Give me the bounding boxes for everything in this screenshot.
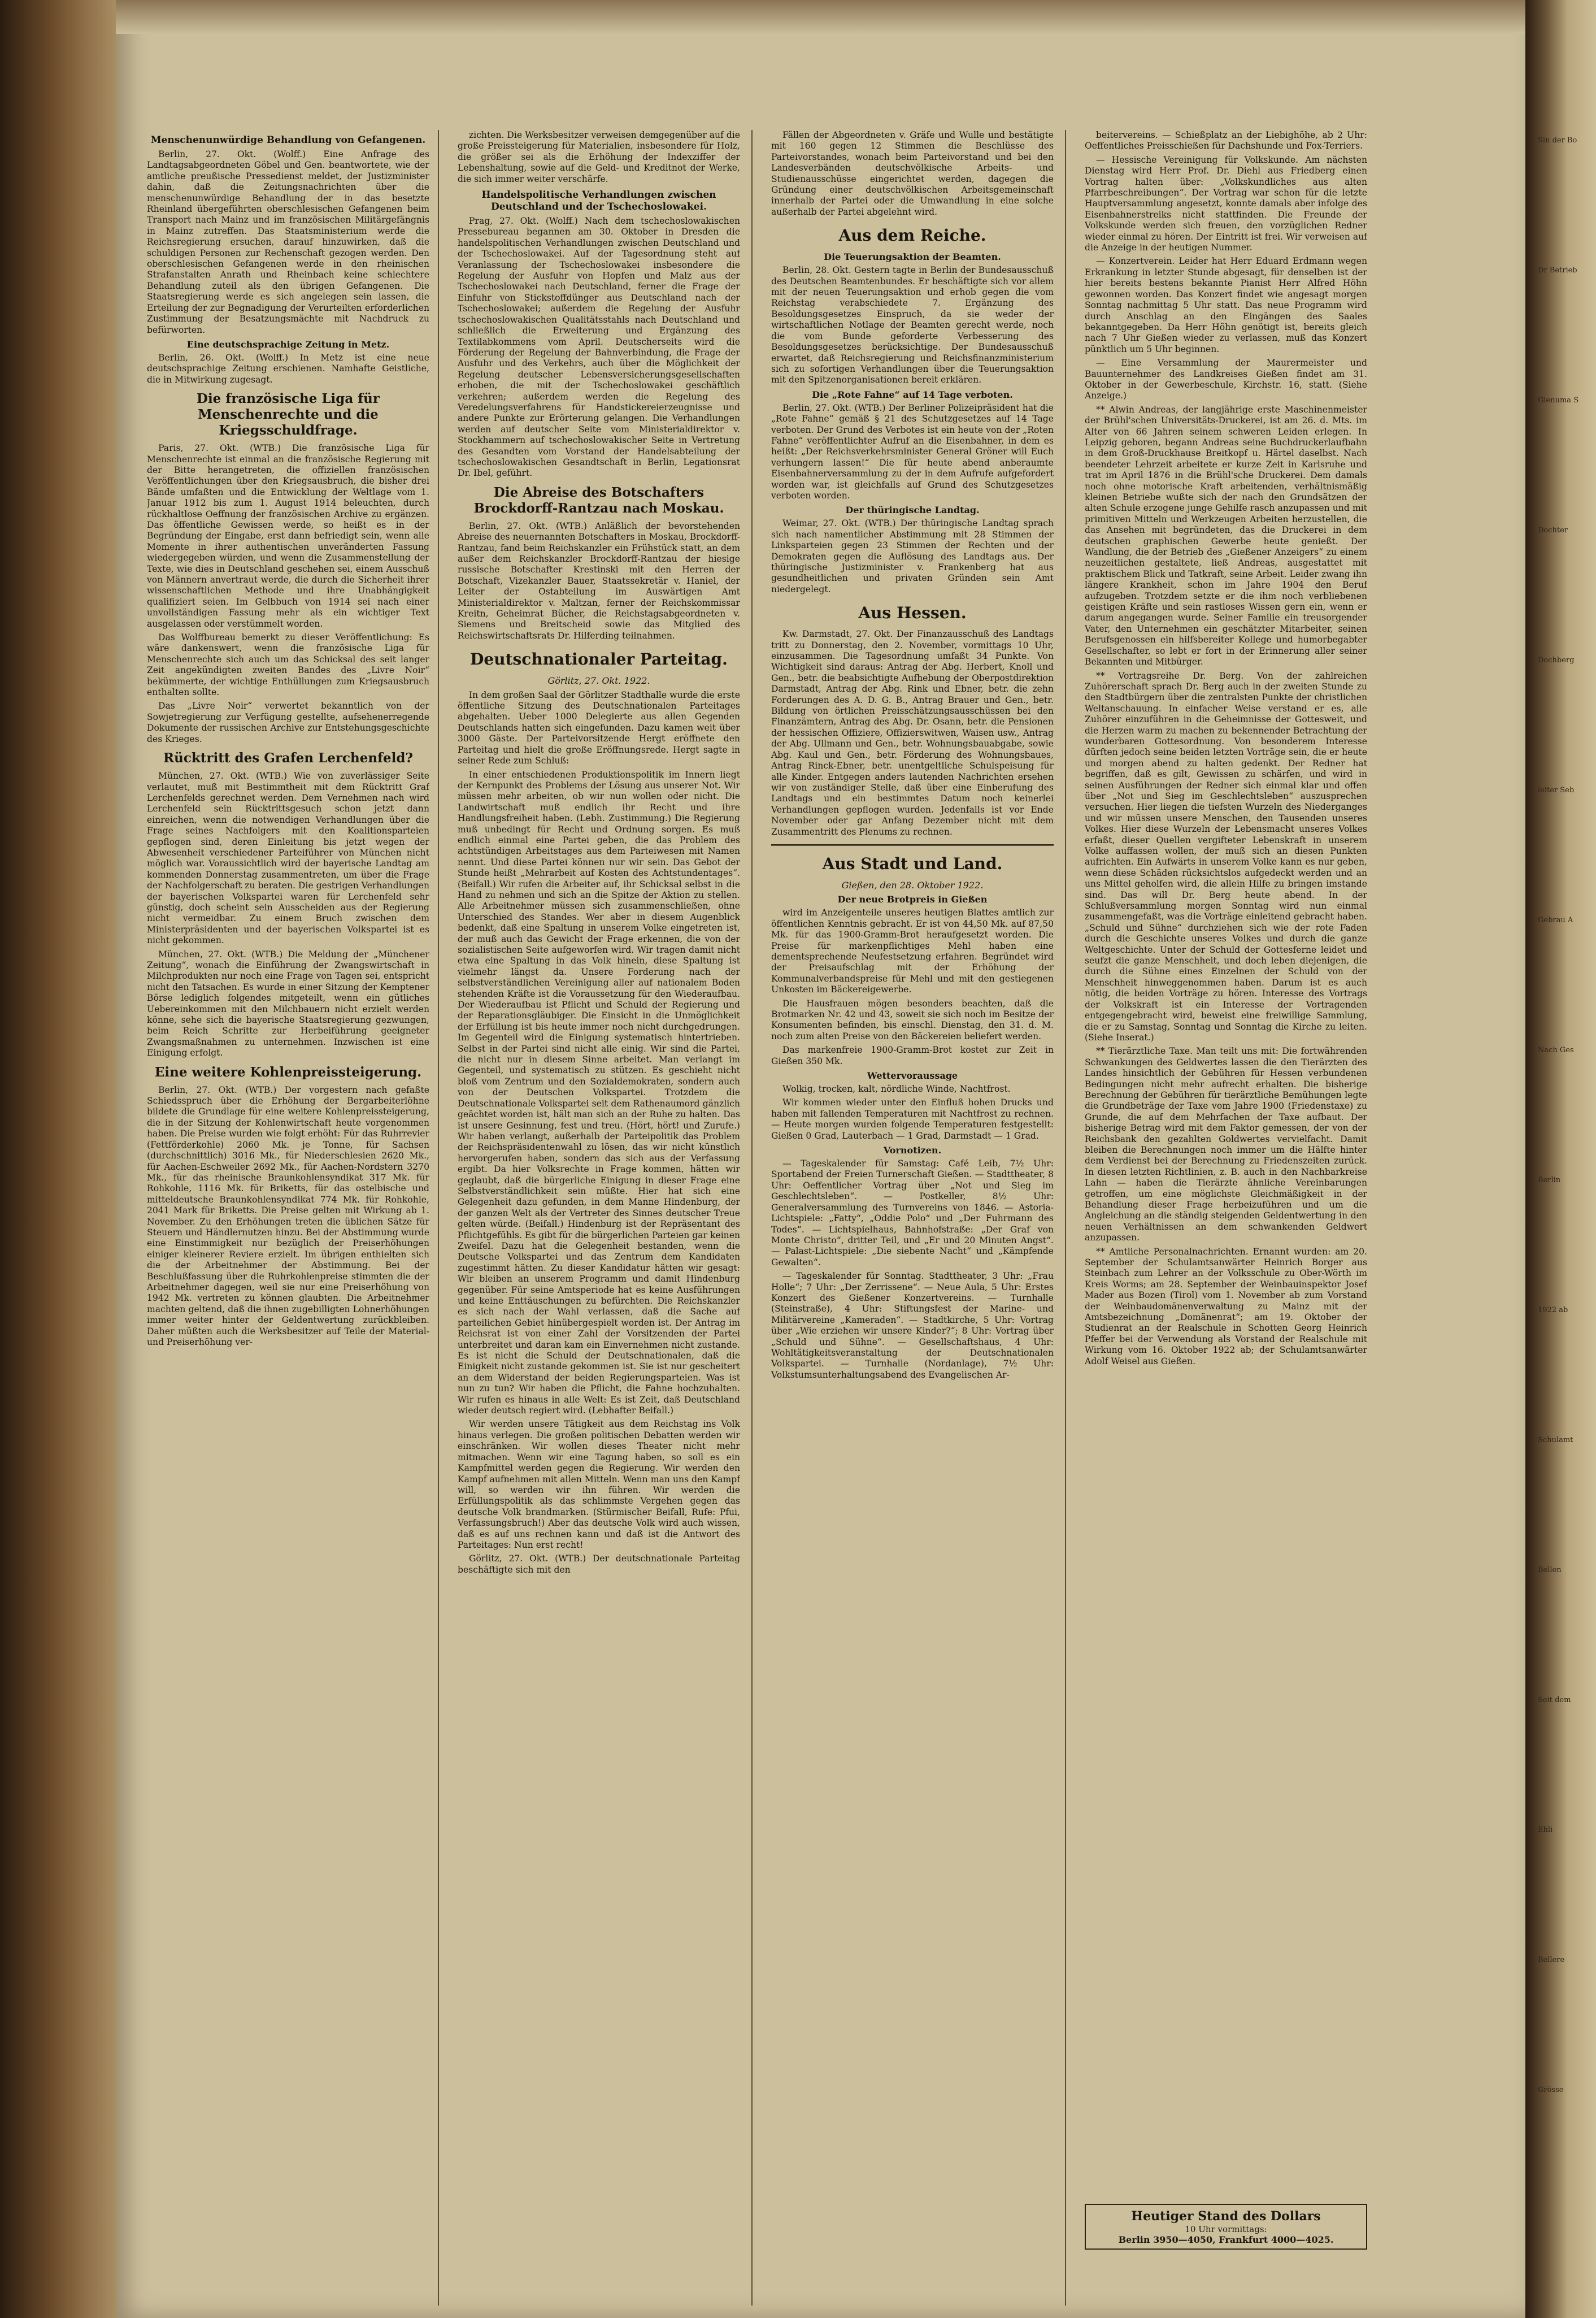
edge-fragment: Seit dem [1538,1696,1571,1704]
column-1 [147,130,429,2294]
article-paragraph: Das „Livre Noir“ verwertet bekanntlich von der Sowjetregierung zur Verfügung gestellte, aufsehenerregende Dokumente der russischen Archive zur Entstehungsgeschichte des Krieges. [147,701,429,744]
article-paragraph: Prag, 27. Okt. (Wolff.) Nach dem tschechoslowakischen Pressebureau begannen am 30. Oktober in Dresden die handelspolitischen Verhandlungen zwischen Deutschland und der Tschechoslowakei. Auf der Tagesordnung steht auf Veranlassung der Tschechoslowakei insbesondere die Regelung der Ausfuhr von Hopfen und Malz aus der Tschechoslowakei nach Deutschland, ferner die Frage der Einfuhr von Stickstoffdünger aus Deutschland nach der Tschechoslowakei; außerdem die Regelung der Ausfuhr tschechoslowakischen Qualitätsstahls nach Deutschland und schließlich die Erweiterung und Ergänzung des Textilabkommens vom April. Deutscherseits wird die Förderung der Regelung der Bahnverbindung, die Frage der Ausfuhr und des Verkehrs, auch über die Möglichkeit der Regelung deutscher Lebensversicherungsgesellschaften erhoben, die mit der Tschechoslowakei geschäftlich verkehren; außerdem werden die Regelung des Veredelungsverfahrens für Handstickereierzeugnisse und andere Punkte zur Erörterung gelangen. Die Verhandlungen werden auf deutscher Seite vom Ministerialdirektor v. Stockhammern auf tschechoslowakischer Seite in Vertretung des Gesandten vom Vorstand der Handelsabteilung der tschechoslowakischen Gesandtschaft in Berlin, Legationsrat Dr. Ibel, geführt. [458,216,740,479]
edge-fragment: Gebrau A [1538,916,1573,924]
edge-fragment: 1922 ab [1538,1306,1568,1314]
article-paragraph: wird im Anzeigenteile unseres heutigen Blattes amtlich zur öffentlichen Kenntnis gebracht. Er ist von 44,50 Mk. auf 87,50 Mk. für das 1900-Gramm-Brot heraufgesetzt worden. Die Preise für markenpflichtiges Mehl haben eine dementsprechende Neufestsetzung erfahren. Begründet wird der Preisaufschlag mit der Erhöhung der Kommunalverbandspreise für Mehl und mit den gestiegenen Unkosten im Bäckereigewerbe. [771,908,1054,995]
article-paragraph: — Tageskalender für Sonntag. Stadttheater, 3 Uhr: „Frau Holle“; 7 Uhr: „Der Zerrissene“. — Neue Aula, 5 Uhr: Erstes Konzert des Gießener Konzertvereins. — Turnhalle (Steinstraße), 4 Uhr: Stiftungsfest der Marine- und Militärvereine „Kameraden“. — Stadtkirche, 5 Uhr: Vortrag über „Wie erziehen wir unsere Kinder?“; 8 Uhr: Vortrag über „Schuld und Sühne“. — Gesellschaftshaus, 4 Uhr: Wohltätigkeitsveranstaltung der Deutschnationalen Volkspartei. — Turnhalle (Nordanlage), 7½ Uhr: Volkstumsunterhaltungsabend des Evangelischen Ar- [771,1271,1054,1380]
edge-fragment: Dochter [1538,526,1568,535]
article-paragraph: Fällen der Abgeordneten v. Gräfe und Wulle und bestätigte mit 160 gegen 12 Stimmen die Beschlüsse des Parteivorstandes, wonach beim Parteivorstand und bei den Landesverbänden deutschvölkische Arbeits- und Studienausschüsse eingerichtet werden, dagegen die Gründung einer deutschvölkischen Arbeitsgemeinschaft innerhalb der Partei oder die Umwandlung in eine solche außerhalb der Partei abgelehnt wird. [771,130,1054,217]
article-heading: Aus Hessen. [858,604,967,623]
section-rule [771,844,1054,846]
column-2 [458,130,740,2294]
article-heading: Die französische Liga für Menschenrechte und die Kriegsschuldfrage. [197,391,380,439]
edge-fragment: leiter Seb [1538,786,1575,795]
article-paragraph: Kw. Darmstadt, 27. Okt. Der Finanzausschuß des Landtags tritt zu Donnerstag, den 2. November, vormittags 10 Uhr, einzusammen. Die Tagesordnung umfaßt 34 Punkte. Von Wichtigkeit sind daraus: Antrag der Abg. Herbert, Knoll und Gen., betr. die beabsichtigte Aufhebung der Oberpostdirektion Darmstadt, Antrag der Abg. Rink und Ebner, betr. die zehn Forderungen des A. D. G. B., Antrag Brauer und Gen., betr. Bildung von örtlichen Preisschätzungsausschüssen bei den Finanzämtern, Antrag des Abg. Dr. Osann, betr. die Pensionen der hessischen Offiziere, Offizierswitwen, Waisen usw., Antrag der Abg. Ullmann und Gen., betr. Wohnungsbauabgabe, sowie Abg. Kaul und Gen., betr. Förderung des Wohnungsbaues, Antrag Rinck-Ebner, betr. unentgeltliche Schulspeisung für alle Kinder. Entgegen anders lautenden Nachrichten ersehen wir von zuständiger Stelle, daß über eine Einberufung des Landtags und ein bestimmtes Datum noch keinerlei Verhandlungen gepflogen wurden. Jedenfalls ist vor Ende November oder gar Anfang Dezember nicht mit dem Zusammentritt des Plenums zu rechnen. [771,629,1054,837]
article-paragraph: München, 27. Okt. (WTB.) Die Meldung der „Münchener Zeitung“, wonach die Einführung der Zwangswirtschaft in Milchprodukten nur noch eine Frage von Tagen sei, entspricht nicht den Tatsachen. Es wurde in einer Sitzung der Kemptener Börse lediglich folgendes mitgeteilt, wenn ein gütliches Uebereinkommen mit den Milchbauern nicht erzielt werden könne, sehe sich die bayerische Staatsregierung gezwungen, beim Reich Schritte zur Herbeiführung geeigneter Zwangsmaßnahmen zu unternehmen. Inzwischen ist eine Einigung erfolgt. [147,949,429,1058]
article-paragraph: München, 27. Okt. (WTB.) Wie von zuverlässiger Seite verlautet, muß mit Bestimmtheit mit dem Rücktritt Graf Lerchenfelds gerechnet werden. Dem Vernehmen nach wird Lerchenfeld sein Rücktrittsgesuch schon jetzt dann einreichen, wenn die notwendigen Verhandlungen über die Frage seines Nachfolgers mit den Koalitionsparteien gepflogen sind, deren Einleitung bis jetzt wegen der Abwesenheit verschiedener Parteiführer von München nicht möglich war. Voraussichtlich wird der bayerische Landtag am kommenden Donnerstag zusammentreten, um über die Frage der Nachfolgerschaft zu beraten. Die gestrigen Verhandlungen der bayerischen Volkspartei waren für Lerchenfeld sehr günstig, doch scheint sein Ausscheiden aus der Regierung nicht vermeidbar. Zu einem Bruch zwischen dem Ministerpräsidenten und der bayerischen Volkspartei ist es nicht gekommen. [147,771,429,946]
article-paragraph: Das markenfreie 1900-Gramm-Brot kostet zur Zeit in Gießen 350 Mk. [771,1045,1054,1066]
article-paragraph: Berlin, 27. Okt. (Wolff.) Eine Anfrage des Landtagsabgeordneten Göbel und Gen. beantwortete, wie der amtliche preußische Pressedienst meldet, der Justizminister dahin, daß die Zeitungsnachrichten über die menschenunwürdige Behandlung der in das besetzte Rheinland übergeführten oberschlesischen Gefangenen beim Transport nach Mainz und im französischen Militärgefängnis in Mainz zutreffen. Das Staatsministerium werde die Reichsregierung ersuchen, darauf hinzuwirken, daß die schuldigen Personen zur Rechenschaft gezogen werden. Den oberschlesischen Gefangenen werde in den rheinischen Strafanstalten Anrath und Rheinbach keine schlechtere Behandlung zuteil als den übrigen Gefangenen. Die Staatsregierung werde es sich angelegen sein lassen, die Erteilung der zur Begnadigung der Verurteilten erforderlichen Zustimmung der Besatzungsmächte mit Nachdruck zu befürworten. [147,149,429,335]
edge-fragment: Sin der Bo [1538,136,1577,145]
article-paragraph: ** Vortragsreihe Dr. Berg. Von der zahlreichen Zuhörerschaft sprach Dr. Berg auch in der zweiten Stunde zu den Stadtbürgern über die zentralsten Punkte der christlichen Weltanschauung. In einfacher Weise verstand er es, alle Zuhörer einzuführen in die Geheimnisse der Gottesweit, und die Herzen warm zu machen zu bekennender Betrachtung der wunderbaren Gottesordnung. Von besonderem Interesse dürften jedoch seine beiden letzten Vorträge sein, die er heute und morgen abend zu halten gedenkt. Der Redner hat begriffen, daß es gilt, Gewissen zu schärfen, und wird in seinen Ausführungen der Redner sich einmal klar und offen über „Not und Sieg im Geschlechtsleben“ auszusprechen versuchen. Hier liegen die tiefsten Wurzeln des Niederganges und wir müssen unsere Menschen, den Tausenden unseres Volkes. Hier diese Wurzeln der Lebensmacht unseres Volkes erfaßt, dieser Quellen vergifteter Lebenskraft in unserem Volke auffassen wollen, der muß sich an diesen Punkten aufrichten. Ein Aufwärts in unserem Volke kann es nur geben, wenn diese Schäden rücksichtslos aufgedeckt werden und an uns Mittel geholfen wird, die allein Hilfe zu bringen imstande sind. Das will Dr. Berg heute abend. In der Schlußversammlung morgen Sonntag wird nun einmal zusammengefaßt, was die Vorträge einleitend gebracht haben. „Schuld und Sühne“ durchziehen sich wie der rote Faden durch die Geschichte unseres Volkes und durch die ganze Weltgeschichte. Unter der Schuld der Gottesferne leidet und seufzt die ganze Menschheit, und doch leben diejenigen, die durch die Sühne eines Einzelnen der Schuld von der Menschheit hinweggenommen haben. Darum ist es auch nötig, die beiden Vorträge zu hören. Interesse des Vortrags der Volkskraft ist ein Interesse der Vortragenden entgegengebracht wird, beweist eine freiwillige Sammlung, die er zu Samstag, Sonntag und Sonntag die Kirche zu leiten. (Siehe Inserat.) [1085,670,1367,1043]
dateline: Gießen, den 28. Oktober 1922. [841,879,984,891]
next-page-edge [1525,0,1596,2318]
article-paragraph: Berlin, 26. Okt. (Wolff.) In Metz ist eine neue deutschsprachige Zeitung erschienen. Namhafte Geistliche, die in Mitwirkung zugesagt. [147,352,429,385]
article-heading: Deutschnationaler Parteitag. [470,650,728,669]
article-paragraph: ** Alwin Andreas, der langjährige erste Maschinenmeister der Brühl'schen Universitäts-Druckerei, ist am 26. d. Mts. im Alter von 66 Jahren seinem schweren Leiden erlegen. In Leipzig geboren, begann Andreas seine Buchdruckerlaufbahn in dem Groß-Druckhause Breitkopf u. Härtel daselbst. Nach beendeter Lehrzeit arbeitete er kurze Zeit in Karlsruhe und trat im April 1876 in die Brühl'sche Druckerei. Dem damals noch ohne motorische Kraft arbeitenden, verhältnismäßig kleinen Betriebe wußte sich der nach den Grundsätzen der alten Schule erzogene junge Gehilfe rasch anzupassen und mit primitiven Mitteln und Werkzeugen Arbeiten herzustellen, die das Ansehen mit begründeten, das die Druckerei in dem deutschen graphischen Gewerbe heute genießt. Der Wandlung, die der Betrieb des „Gießener Anzeigers“ zu einem neuzeitlichen gestaltete, ließ Andreas, ausgestattet mit praktischem Blick und Tatkraft, seine Arbeit. Leider zwang ihn längere Krankheit, schon im Jahre 1904 den Beruf aufzugeben. Trotzdem setzte er die ihm noch verbliebenen geistigen Kräfte und sein rastloses Wissen gern ein, wenn er darum angegangen wurde. Seiner Familie ein treusorgender Vater, den Unternehmen ein geschätzter Mitarbeiter, seinen Berufsgenossen ein hilfsbereiter Kollege und humorbegabter Gesellschafter, so lebt er fort in der Erinnerung aller seiner Bekannten und Mitbürger. [1085,404,1367,667]
article-paragraph: ** Tierärztliche Taxe. Man teilt uns mit: Die fortwährenden Schwankungen des Geldwertes lassen die den Tierärzten des Landes hinsichtlich der Gebühren für Hessen verbundenen Bedingungen nicht mehr aufrecht erhalten. Die bisherige Berechnung der Gebühren für tierärztliche Bemühungen legte die Grundbeträge der Taxe vom Jahre 1900 (Friedenstaxe) zu Grunde, die auf dem Mehrfachen der Taxe aufbaut. Der bisherige Betrag wird mit dem Faktor gemessen, der von der Reichsbank den gezahlten Goldwertes vervielfacht. Damit bleiben die Berechnungen noch immer um die Hälfte hinter dem Verdienst bei der Berechnung zu Friedenszeiten zurück. In diesen letzten Richtlinien, z. B. auch in den Nachbarkreise Lahn — haben die Tierärzte ähnliche Vereinbarungen getroffen, um eine möglichste Gleichmäßigkeit in der Behandlung dieser Frage herbeizuführen und um die Angleichung an die ständig steigenden Geldentwertung in den neuen Verhältnissen an dem schwankenden Geldwert anzupassen. [1085,1046,1367,1243]
article-paragraph: Wolkig, trocken, kalt, nördliche Winde, Nachtfrost. [782,1084,1011,1095]
article-paragraph: Wir werden unsere Tätigkeit aus dem Reichstag ins Volk hinaus verlegen. Die großen politischen Debatten werden wir einschränken. Wir wollen dieses Theater nicht mehr mitmachen. Wenn wir eine Tagung haben, so soll es ein Kampfmittel werden gegen die Regierung. Wir werden den Kampf aufnehmen mit allen Mitteln. Wenn man uns den Kampf will, so werden wir ihn führen. Wir werden die Erfüllungspolitik als das schlimmste Vergehen gegen das deutsche Volk brandmarken. (Stürmischer Beifall, Rufe: Pfui, Verfassungsbruch!) Aber das deutsche Volk wird auch wissen, daß es auf uns rechnen kann und daß ist die Antwort des Parteitages: Nun erst recht! [458,1419,740,1550]
edge-fragment: Dr Betrieb [1538,266,1577,275]
dollar-subtitle: 10 Uhr vormittags: [1185,2224,1267,2234]
column-rule [438,130,439,2306]
edge-fragment: Grösse [1538,2086,1564,2094]
article-paragraph: — Konzertverein. Leider hat Herr Eduard Erdmann wegen Erkrankung in letzter Stunde abgesagt, für denselben ist der hier bereits bestens bekannte Pianist Herr Alfred Höhn gewonnen worden. Das Konzert findet wie angesagt morgen Sonntag nachmittag 5 Uhr statt. Das neue Programm wird durch Anschlag an den Eingängen des Saales bekanntgegeben. Da Herr Höhn genötigt ist, bereits gleich nach 7 Uhr Gießen wieder zu verlassen, muß das Konzert pünktlich um 5 Uhr beginnen. [1085,256,1367,354]
article-heading: Die Teuerungsaktion der Beamten. [824,251,1001,263]
article-paragraph: — Tageskalender für Samstag: Café Leib, 7½ Uhr: Sportabend der Freien Turnerschaft Gießen. — Stadttheater, 8 Uhr: Oeffentlicher Vortrag über „Not und Sieg im Geschlechtsleben“. — Postkeller, 8½ Uhr: Generalversammlung des Turnvereins von 1846. — Astoria-Lichtspiele: „Fatty“, „Oddie Polo“ und „Der Fuhrmann des Todes“. — Lichtspielhaus, Bahnhofstraße: „Der Graf von Monte Christo“, dritter Teil, und „Er und 20 Minuten Angst“. — Palast-Lichtspiele: „Die siebente Nacht“ und „Kämpfende Gewalten“. [771,1158,1054,1267]
book-binding [0,0,116,2318]
article-paragraph: Die Hausfrauen mögen besonders beachten, daß die Brotmarken Nr. 42 und 43, soweit sie sich noch im Besitze der Konsumenten befinden, bis einschl. Dienstag, den 31. d. M. noch zum alten Preise von den Bäckereien beliefert werden. [771,998,1054,1041]
edge-fragment: Nach Ges [1538,1046,1574,1054]
article-heading: Die Abreise des Botschafters Brockdorff-Rantzau nach Moskau. [473,484,724,516]
column-3 [771,130,1054,2294]
article-paragraph: Weimar, 27. Okt. (WTB.) Der thüringische Landtag sprach sich nach namentlicher Abstimmung mit 28 Stimmen der Linksparteien gegen 23 Stimmen der Rechten und der Demokraten gegen die Auflösung des Landtags aus. Der thüringische Justizminister v. Frankenberg hat aus gesundheitlichen und privaten Gründen sein Amt niedergelegt. [771,518,1054,594]
page-top-wear [116,0,1525,34]
article-heading: Aus Stadt und Land. [822,854,1003,873]
article-paragraph: Görlitz, 27. Okt. (WTB.) Der deutschnationale Parteitag beschäftigte sich mit den [458,1553,740,1575]
edge-fragment: Gienuma S [1538,396,1579,405]
article-paragraph: Berlin, 27. Okt. (WTB.) Der Berliner Polizeipräsident hat die „Rote Fahne“ gemäß § 21 des Schutzgesetzes auf 14 Tage verboten. Der Grund des Verbotes ist ein heute von der „Roten Fahne“ veröffentlichter Aufruf an die Eisenbahner, in dem es heißt: „Der Reichsverkehrsminister General Gröner will Euch verhungern lassen!“ Die für heute abend anberaumte Eisenbahnerversammlung zu der in dem Aufrufe aufgefordert worden war, ist gleichfalls auf Grund des Schutzgesetzes verboten worden. [771,402,1054,501]
article-heading: Handelspolitische Verhandlungen zwischen Deutschland und der Tschechoslowakei. [481,189,716,213]
article-paragraph: Berlin, 27. Okt. (WTB.) Der vorgestern nach gefaßte Schiedsspruch über die Erhöhung der Bergarbeiterlöhne bildete die Grundlage für eine weitere Kohlenpreissteigerung, die in der Sitzung der Kohlenwirtschaft heute vorgenommen haben. Die Preise wurden wie folgt erhöht: Für das Ruhrrevier (Fettförderkohle) 2060 Mk. je Tonne, für Sachsen (durchschnittlich) 3016 Mk., für Niederschlesien 2620 Mk., für Aachen-Eschweiler 2692 Mk., für Aachen-Nordstern 3270 Mk., für das rheinische Braunkohlensyndikat 317 Mk. für Rohkohle, 1116 Mk. für Briketts, für das ostelbische und mitteldeutsche Braunkohlensyndikat 774 Mk. für Rohkohle, 2041 Mark für Briketts. Die Preise gelten mit Wirkung ab 1. November. Zu den Erhöhungen treten die üblichen Sätze für Steuern und Händlernutzen hinzu. Bei der Abstimmung wurde eine Einstimmigkeit nur bezüglich der Preiserhöhungen einiger kleinerer Reviere erzielt. Im übrigen enthielten sich die der Arbeitnehmer der Abstimmung. Bei der Beschlußfassung über die Ruhrkohlenpreise stimmten die der Arbeitnehmer dagegen, weil sie nur eine Preiserhöhung von 1942 Mk. vertreten zu können glaubten. Die Arbeitnehmer machten geltend, daß die ihnen zugebilligten Lohnerhöhungen immer weiter hinter der Geldentwertung zurückbleiben. Daher müßten auch die Werksbesitzer auf Teile der Material- und Preiserhöhung ver- [147,1084,429,1347]
article-heading: Rücktritt des Grafen Lerchenfeld? [163,750,413,766]
article-paragraph: In einer entschiedenen Produktionspolitik im Innern liegt der Kernpunkt des Problems der Lösung aus unserer Not. Wir müssen mehr arbeiten, ob wir nun wollen oder nicht. Die Landwirtschaft muß endlich ihr Recht und ihre Handlungsfreiheit haben. (Lebh. Zustimmung.) Die Regierung muß unbedingt für Recht und Ordnung sorgen. Es muß endlich einmal eine Partei geben, die das Problem des achtstündigen Arbeitstages aus dem Parteiwesen mit Namen nennt. Und diese Partei können nur wir sein. Das Gebot der Stunde heißt „Mehrarbeit auf Kosten des Achtstundentages“. (Beifall.) Wir rufen die Arbeiter auf, ihr Schicksal selbst in die Hand zu nehmen und sich an die Spitze der Aktion zu stellen. Alle Arbeitnehmer müssen sich zusammenschließen, ohne Unterschied des Standes. Wer aber in diesem Augenblick bedenkt, daß eine Spaltung in unserem Volke eingetreten ist, der muß auch das Gewicht der Frage erkennen, die von der sozialistischen Seite aufgeworfen wird. Wir tragen damit nicht etwa eine Spaltung in das Volk hinein, diese Spaltung ist vielmehr längst da. Unsere Forderung nach der selbstverständlichen Vereinigung aller auf nationalem Boden stehenden Kräfte ist die Voraussetzung für den Wiederaufbau. Der Wiederaufbau ist Pflicht und Schuld der Regierung und der Reparationsgläubiger. Die Einsicht in die Unmöglichkeit der Erfüllung ist bis heute immer noch nicht durchgedrungen. Im Gegenteil wird die Einigung systematisch hintertrieben. Selbst in der Partei sind nicht alle einig. Wir sind die Partei, die nicht nur in diesem Sinne arbeitet. Man verlangt im Gegenteil, und systematisch zu stützen. Es geschieht nicht bloß vom Zentrum und den Sozialdemokraten, sondern auch von der Deutschen Volkspartei. Trotzdem die Deutschnationale Volkspartei seit dem Rathenaumord gänzlich geächtet worden ist, hält man sich an der Ruhe zu halten. Das ist unsere Gesinnung, fest und treu. (Hört, hört! und Zurufe.) Wir haben verlangt, außerhalb der Parteipolitik das Problem der Reichspräsidentenwahl zu lösen, das wir nicht künstlich hervorgerufen haben, sondern das sich aus der Verfassung ergibt. Da hier Volksrechte in Frage kommen, hätten wir geglaubt, daß die bürgerliche Einigung in dieser Frage eine Selbstverständlichkeit sein müßte. Hier hat sich eine Gelegenheit dazu gefunden, in dem Manne Hindenburg, der der ganzen Welt als der Vertreter des Sinnes deutscher Treue gelten würde. (Beifall.) Hindenburg ist der Repräsentant des Pflichtgefühls. Es gibt für die bürgerlichen Parteien gar keinen Zweifel. Dazu hat die Gelegenheit bestanden, wenn die Deutsche Volkspartei und das Zentrum dem Kandidaten zugestimmt hätten. Zu dieser Kandidatur hätten wir gesagt: Wir bleiben an unserem Programm und damit Hindenburg gegenüber. Für seine Amtsperiode hat es keine Ausführungen und keine Enttäuschungen zu befürchten. Die Reichskanzler es sich nach der Wahl verlassen, daß die Sache auf parteilichen Gebiet hinübergespielt worden ist. Der Antrag im Reichsrat ist von einer Zahl der Vorsitzenden der Partei unterbreitet und daran kam ein Einvernehmen nicht zustande. Es ist nicht die Schuld der Deutschnationalen, daß die Einigkeit nicht zustande gekommen ist. Sie ist nur gescheitert an dem Widerstand der beiden Regierungsparteien. Was ist nun zu tun? Wir haben die Pflicht, die Fahne hochzuhalten. Wir rufen es hinaus in alle Welt: Es ist Zeit, daß Deutschland wieder deutsch regiert wird. (Lebhafter Beifall.) [458,769,740,1416]
article-heading: Aus dem Reiche. [838,226,986,245]
article-paragraph: Berlin, 27. Okt. (WTB.) Anläßlich der bevorstehenden Abreise des neuernannten Botschafters in Moskau, Brockdorff-Rantzau, fand beim Reichskanzler ein Frühstück statt, an dem außer dem Reichskanzler Brockdorff-Rantzau der hiesige russische Botschafter Krestinski mit den Herren der Botschaft, Vizekanzler Bauer, Staatssekretär v. Haniel, der Leiter der Ostabteilung im Auswärtigen Amt Ministerialdirektor v. Maltzan, ferner der Reichskommissar Kreitn, Geheimrat Bücher, die Reichstagsabgeordneten v. Siemens und Breitscheid sowie das Mitglied des Reichswirtschaftsrats Dr. Hilferding teilnahmen. [458,520,740,641]
article-paragraph: — Eine Versammlung der Maurermeister und Bauunternehmer des Landkreises Gießen findet am 31. Oktober in der Gewerbeschule, Kirchstr. 16, statt. (Siehe Anzeige.) [1085,358,1367,401]
edge-fragment: Ehli [1538,1826,1553,1834]
article-paragraph: In dem großen Saal der Görlitzer Stadthalle wurde die erste öffentliche Sitzung des Deutschnationalen Parteitages abgehalten. Ueber 1000 Delegierte aus allen Gegenden Deutschlands hatten sich eingefunden. Dazu kamen weit über 3000 Gäste. Der Parteivorsitzende Hergt eröffnete den Parteitag und hielt die große Eröffnungsrede. Hergt sagte in seiner Rede zum Schluß: [458,689,740,766]
article-paragraph: Wir kommen wieder unter den Einfluß hohen Drucks und haben mit fallenden Temperaturen mit Nachtfrost zu rechnen. — Heute morgen wurden folgende Temperaturen festgestellt: Gießen 0 Grad, Lauterbach — 1 Grad, Darmstadt — 1 Grad. [771,1097,1054,1141]
article-paragraph: beitervereins. — Schießplatz an der Liebighöhe, ab 2 Uhr: Oeffentliches Preisschießen für Dachshunde und Fox-Terriers. [1085,130,1367,151]
article-heading: Vornotizen. [883,1145,942,1156]
edge-fragment: Bellere [1538,1956,1565,1964]
article-heading: Eine deutschsprachige Zeitung in Metz. [186,338,390,350]
article-paragraph: ** Amtliche Personalnachrichten. Ernannt wurden: am 20. September der Schulamtsanwärter Heinrich Borger aus Steinbach zum Lehrer an der Volksschule zu Ober-Wörth im Kreis Worms; am 28. September der Weinbauinspektor Josef Mader aus Bozen (Tirol) vom 1. November ab zum Vorstand der Weinbaudomänenverwaltung zu Mainz mit der Amtsbezeichnung „Domänenrat“; am 19. Oktober der Studienrat an der Realschule in Schotten Georg Heinrich Pfeffer bei der Verwendung als Vorstand der Realschule mit Wirkung vom 16. Oktober 1922 ab; der Schulamtsanwärter Adolf Weisel aus Gießen. [1085,1246,1367,1366]
article-heading: Die „Rote Fahne“ auf 14 Tage verboten. [812,389,1013,400]
article-paragraph: — Hessische Vereinigung für Volkskunde. Am nächsten Dienstag wird Herr Prof. Dr. Diehl aus Friedberg einen Vortrag halten über: „Volkskundliches aus alten Pfarrbeschreibungen“. Der Vortrag war schon für die letzte Hauptversammlung angesetzt, konnte damals aber infolge des Eisenbahnerstreiks nicht stattfinden. Die Freunde der Volkskunde werden sich freuen, den vorzüglichen Redner wieder einmal zu hören. Der Eintritt ist frei. Wir verweisen auf die Anzeige in der heutigen Nummer. [1085,154,1367,253]
edge-fragment: Schulamt [1538,1436,1573,1444]
dollar-title: Heutiger Stand des Dollars [1131,2209,1321,2224]
dollar-rate-box [1085,2204,1367,2250]
article-heading: Der neue Brotpreis in Gießen [837,894,988,905]
edge-fragment: Berlin [1538,1176,1561,1184]
column-rule [751,130,753,2306]
article-heading: Der thüringische Landtag. [845,505,980,516]
dollar-values: Berlin 3950—4050, Frankfurt 4000—4025. [1118,2234,1334,2245]
edge-fragment: Bellen [1538,1566,1562,1574]
article-heading: Eine weitere Kohlenpreissteigerung. [154,1064,422,1080]
dateline: Görlitz, 27. Okt. 1922. [547,675,650,687]
article-paragraph: Das Wolffbureau bemerkt zu dieser Veröffentlichung: Es wäre dankenswert, wenn die französische Liga für Menschenrechte sich auch um das Schicksal des seit langer Zeit angekündigten zweiten Bandes des „Livre Noir“ bekümmerte, der wichtige Enthüllungen zum Kriegsausbruch enthalten sollte. [147,632,429,698]
article-paragraph: zichten. Die Werksbesitzer verweisen demgegenüber auf die große Preissteigerung für Materialien, insbesondere für Holz, die größer sei als die Erhöhung der Indexziffer der Lebenshaltung, sowie auf die Geld- und Kreditnot der Werke, die sich immer weiter verschärfe. [458,130,740,184]
column-rule [1065,130,1066,2306]
article-paragraph: Paris, 27. Okt. (WTB.) Die französische Liga für Menschenrechte ist einmal an die französische Regierung mit der Bitte herangetreten, die offiziellen französischen Veröffentlichungen über den Kriegsausbruch, die bisher drei Bände umfaßten und die Entwicklung der Weltlage vom 1. Januar 1912 bis zum 1. August 1914 beleuchten, durch rückhaltlose Oeffnung der französischen Archive zu ergänzen. Das öffentliche Gewissen werde, so heißt es in der Begründung der Eingabe, erst dann befriedigt sein, wenn alle Momente in ihrer authentischen unveränderten Fassung wiedergegeben würden, und wenn die Zusammenstellung der Texte, wie dies in Deutschland geschehen sei, einem Ausschuß von Männern anvertraut werde, die durch die Sicherheit ihrer wissenschaftlichen Methode und ihre Unabhängigkeit qualifiziert seien. Im Gelbbuch von 1914 sei nach einer unvollständigen Fassung mehr als ein wichtiger Text ausgelassen oder verstümmelt worden. [147,443,429,629]
article-heading: Menschenunwürdige Behandlung von Gefangenen. [150,134,426,146]
edge-fragment: Dochberg [1538,656,1575,665]
article-heading: Wettervoraussage [867,1070,958,1082]
column-4 [1085,130,1367,2198]
article-paragraph: Berlin, 28. Okt. Gestern tagte in Berlin der Bundesausschuß des Deutschen Beamtenbundes. Er beschäftigte sich vor allem mit der neuen Teuerungsaktion und erhob gegen die vom Reichstag verabschiedete 7. Ergänzung des Besoldungsgesetzes Einspruch, da sie weder der wirtschaftlichen Notlage der Beamten gerecht werde, noch die vom Bunde geforderte Verbesserung des Besoldungsgesetzes berücksichtige. Der Bundesausschuß erwartet, daß Reichsregierung und Reichsfinanzministerium sich zu sofortigen Verhandlungen über die Teuerungsaktion mit den Spitzenorganisationen bereit erklären. [771,265,1054,385]
